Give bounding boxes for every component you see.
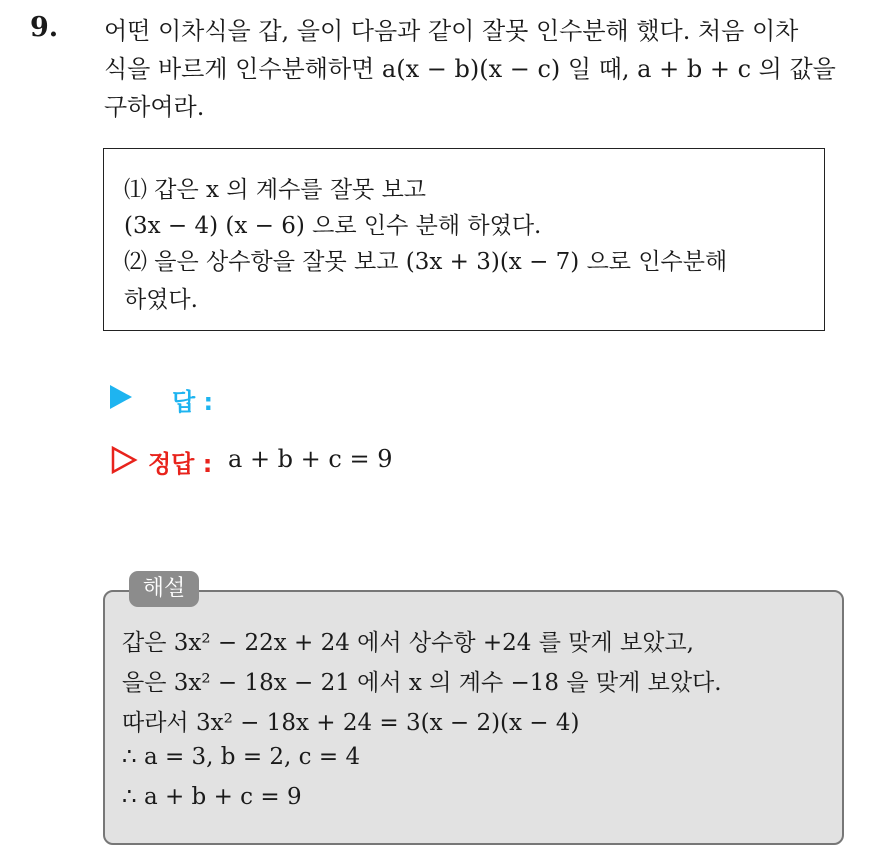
condition-line: ⑴ 갑은 x 의 계수를 잘못 보고 <box>124 177 427 203</box>
condition-line: (3x − 4) (x − 6) 으로 인수 분해 하였다. <box>124 213 542 239</box>
condition-line: ⑵ 을은 상수항을 잘못 보고 (3x + 3)(x − 7) 으로 인수분해 <box>124 249 728 275</box>
correct-answer-value: a + b + c = 9 <box>228 445 393 473</box>
question-text <box>104 12 864 126</box>
question-line: 어떤 이차식을 갑, 을이 다음과 같이 잘못 인수분해 했다. 처음 이차 <box>104 17 799 45</box>
solution-line: 을은 3x² − 18x − 21 에서 x 의 계수 −18 을 맞게 보았다. <box>122 670 722 696</box>
conditions-box <box>103 148 825 331</box>
question-line: 구하여라. <box>104 93 205 121</box>
solution-line: ∴ a + b + c = 9 <box>122 784 302 810</box>
solution-tag: 해설 <box>129 571 199 607</box>
condition-line: 하였다. <box>124 287 198 313</box>
play-triangle-icon <box>110 385 132 409</box>
outline-triangle-icon <box>110 446 138 474</box>
solution-line: 갑은 3x² − 22x + 24 에서 상수항 +24 를 맞게 보았고, <box>122 630 694 656</box>
solution-line: ∴ a = 3, b = 2, c = 4 <box>122 744 361 770</box>
solution-line: 따라서 3x² − 18x + 24 = 3(x − 2)(x − 4) <box>122 710 580 736</box>
correct-answer-label: 정답 : <box>148 450 213 478</box>
answer-label: 답 : <box>172 388 214 416</box>
question-line: 식을 바르게 인수분해하면 a(x − b)(x − c) 일 때, a + b + c 의 값을 <box>104 55 836 83</box>
question-number: 9. <box>30 12 59 43</box>
